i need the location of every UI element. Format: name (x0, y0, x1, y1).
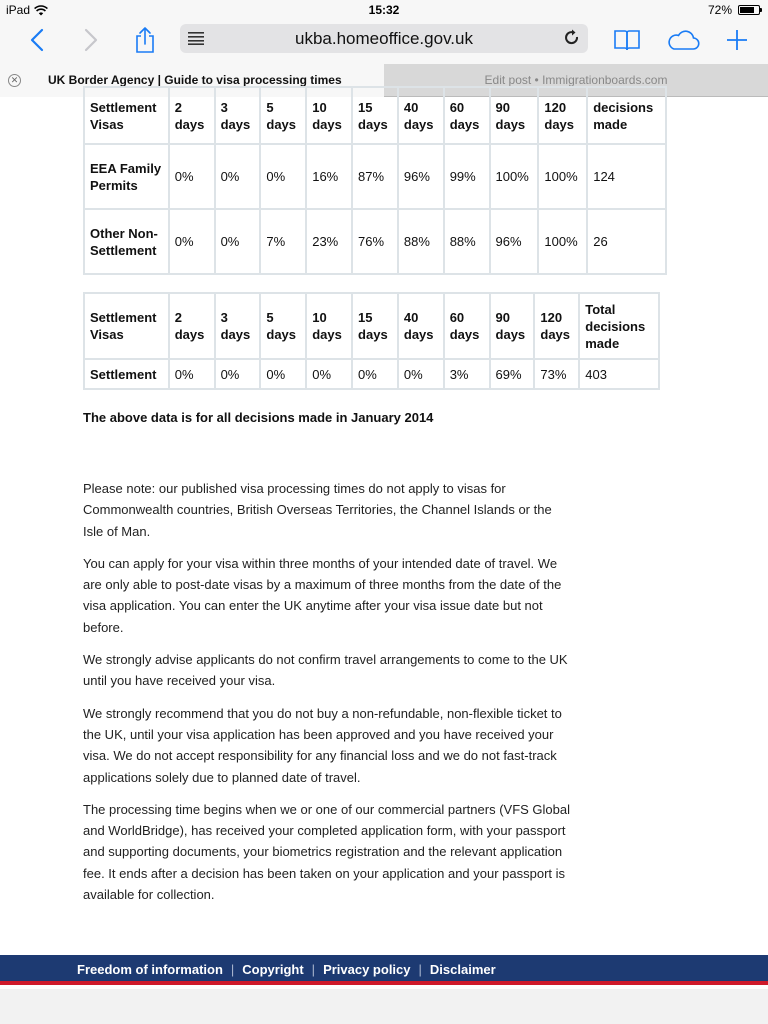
table-row (84, 144, 666, 209)
plus-icon (726, 29, 748, 51)
tab-title: UK Border Agency | Guide to visa processing times (48, 73, 342, 87)
tab-immigrationboards[interactable]: Edit post • Immigrationboards.com (484, 73, 668, 87)
table-cell: 100% (490, 144, 539, 209)
footer-separator: | (311, 962, 316, 977)
table-cell: 69% (490, 359, 535, 389)
header-cell: 3 days (215, 87, 261, 144)
header-cell: decisions made (587, 87, 666, 144)
url-text[interactable]: ukba.homeoffice.gov.uk (295, 29, 473, 48)
paragraph: We strongly advise applicants do not confirm travel arrangements to come to the UK until you have received your visa. (83, 652, 568, 689)
paragraph: We strongly recommend that you do not buy a non-refundable, non-flexible ticket to the UK, until your visa application has been approved and you have received your visa. We do not accept responsibility for any financial loss and we do not fast-track applications solely due to planned date of travel. (83, 705, 562, 785)
header-cell-visa-type: Settlement Visas (84, 293, 169, 359)
header-cell: 90 days (490, 87, 539, 144)
copyright-link[interactable]: Copyright (242, 962, 304, 977)
forward-button[interactable] (74, 24, 108, 56)
new-tab-button[interactable] (720, 24, 754, 56)
table-cell: 0% (215, 359, 261, 389)
paragraph: Please note: our published visa processing times do not apply to visas for Commonwealth countries, British Overseas Territories, the Channel Islands or the Isle of Man. (83, 481, 552, 539)
battery-percent: 72% (707, 3, 732, 17)
table-cell: 3% (444, 359, 490, 389)
disclaimer-link[interactable]: Disclaimer (429, 962, 496, 977)
share-icon (134, 26, 156, 54)
table-cell: 0% (169, 359, 215, 389)
table-cell: 100% (538, 144, 587, 209)
battery-fill (740, 7, 754, 13)
header-cell-visa-type: Settlement Visas (84, 87, 169, 144)
header-cell: 15 days (352, 87, 398, 144)
battery-icon (738, 5, 760, 15)
site-footer (0, 955, 768, 985)
processing-times-table-settlement (83, 292, 660, 390)
table-cell: 0% (260, 359, 306, 389)
table-cell: 88% (444, 209, 490, 274)
paragraph: The processing time begins when we or one of our commercial partners (VFS Global and WorldBridge), has received your completed application form, with your passport and supporting documents, your biometrics registration and the relevant application fee. It ends after a decision has been taken on your application and your passport is available for collection. (83, 801, 570, 903)
table-cell: 100% (538, 209, 587, 274)
row-header-cell: EEA Family Permits (84, 144, 169, 209)
header-cell: 120 days (534, 293, 579, 359)
table-cell: 0% (352, 359, 398, 389)
visa-notes (83, 478, 573, 916)
address-bar[interactable] (180, 24, 588, 53)
table-cell: 96% (490, 209, 539, 274)
header-cell: 60 days (444, 87, 490, 144)
table-cell: 0% (169, 144, 215, 209)
paragraph: You can apply for your visa within three months of your intended date of travel. We are only able to post-date visas by a maximum of three months from the date of the visa application. You can enter the UK anytime after your visa issue date but not before. (83, 555, 562, 635)
page-bottom-area (0, 989, 768, 1024)
status-bar (0, 0, 768, 20)
table-row (84, 209, 666, 274)
table-cell: 403 (579, 359, 659, 389)
table-cell: 0% (306, 359, 352, 389)
table-cell: 87% (352, 144, 398, 209)
header-cell: 60 days (444, 293, 490, 359)
status-time: 15:32 (368, 3, 400, 17)
header-cell: 10 days (306, 87, 352, 144)
header-cell: 5 days (260, 293, 306, 359)
table-cell: 23% (306, 209, 352, 274)
chevron-right-icon (84, 28, 98, 52)
table-cell: 88% (398, 209, 444, 274)
cloud-icon (666, 29, 700, 51)
table-row (84, 359, 659, 389)
header-cell: 2 days (169, 293, 215, 359)
table-cell: 0% (260, 144, 306, 209)
privacy-policy-link[interactable]: Privacy policy (323, 962, 411, 977)
table-cell: 0% (398, 359, 444, 389)
table-cell: 124 (587, 144, 666, 209)
header-cell: 5 days (260, 87, 306, 144)
table-cell: 96% (398, 144, 444, 209)
table-cell: 26 (587, 209, 666, 274)
freedom-of-information-link[interactable]: Freedom of information (77, 962, 223, 977)
header-cell: 40 days (398, 293, 444, 359)
footer-links (77, 962, 496, 977)
bookmarks-button[interactable] (610, 24, 644, 56)
table-cell: 7% (260, 209, 306, 274)
status-right (708, 3, 760, 17)
table-cell: 0% (215, 209, 261, 274)
header-cell: 15 days (352, 293, 398, 359)
header-cell: 40 days (398, 87, 444, 144)
data-period-caption: The above data is for all decisions made in January 2014 (83, 410, 434, 425)
browser-toolbar (0, 20, 768, 64)
header-cell: 10 days (306, 293, 352, 359)
table-cell: 76% (352, 209, 398, 274)
table-cell: 0% (169, 209, 215, 274)
footer-separator: | (418, 962, 422, 977)
device-label: iPad (6, 3, 31, 17)
reload-icon[interactable] (562, 28, 582, 48)
chevron-left-icon (30, 28, 44, 52)
book-icon (613, 28, 641, 52)
header-cell: 90 days (490, 293, 535, 359)
header-cell: Total decisions made (579, 293, 659, 359)
table-cell: 73% (534, 359, 579, 389)
processing-times-table-non-settlement (83, 86, 667, 275)
row-header-cell: Other Non-Settlement (84, 209, 169, 274)
table-header-row (84, 87, 666, 144)
table-cell: 0% (215, 144, 261, 209)
header-cell: 3 days (215, 293, 261, 359)
row-header-cell: Settlement (84, 359, 169, 389)
icloud-tabs-button[interactable] (666, 24, 700, 56)
share-button[interactable] (128, 24, 162, 56)
footer-separator: | (230, 962, 235, 977)
table-cell: 16% (306, 144, 352, 209)
back-button[interactable] (20, 24, 54, 56)
header-cell: 2 days (169, 87, 215, 144)
table-header-row (84, 293, 659, 359)
header-cell: 120 days (538, 87, 587, 144)
close-tab-icon[interactable]: ✕ (8, 74, 21, 87)
table-cell: 99% (444, 144, 490, 209)
